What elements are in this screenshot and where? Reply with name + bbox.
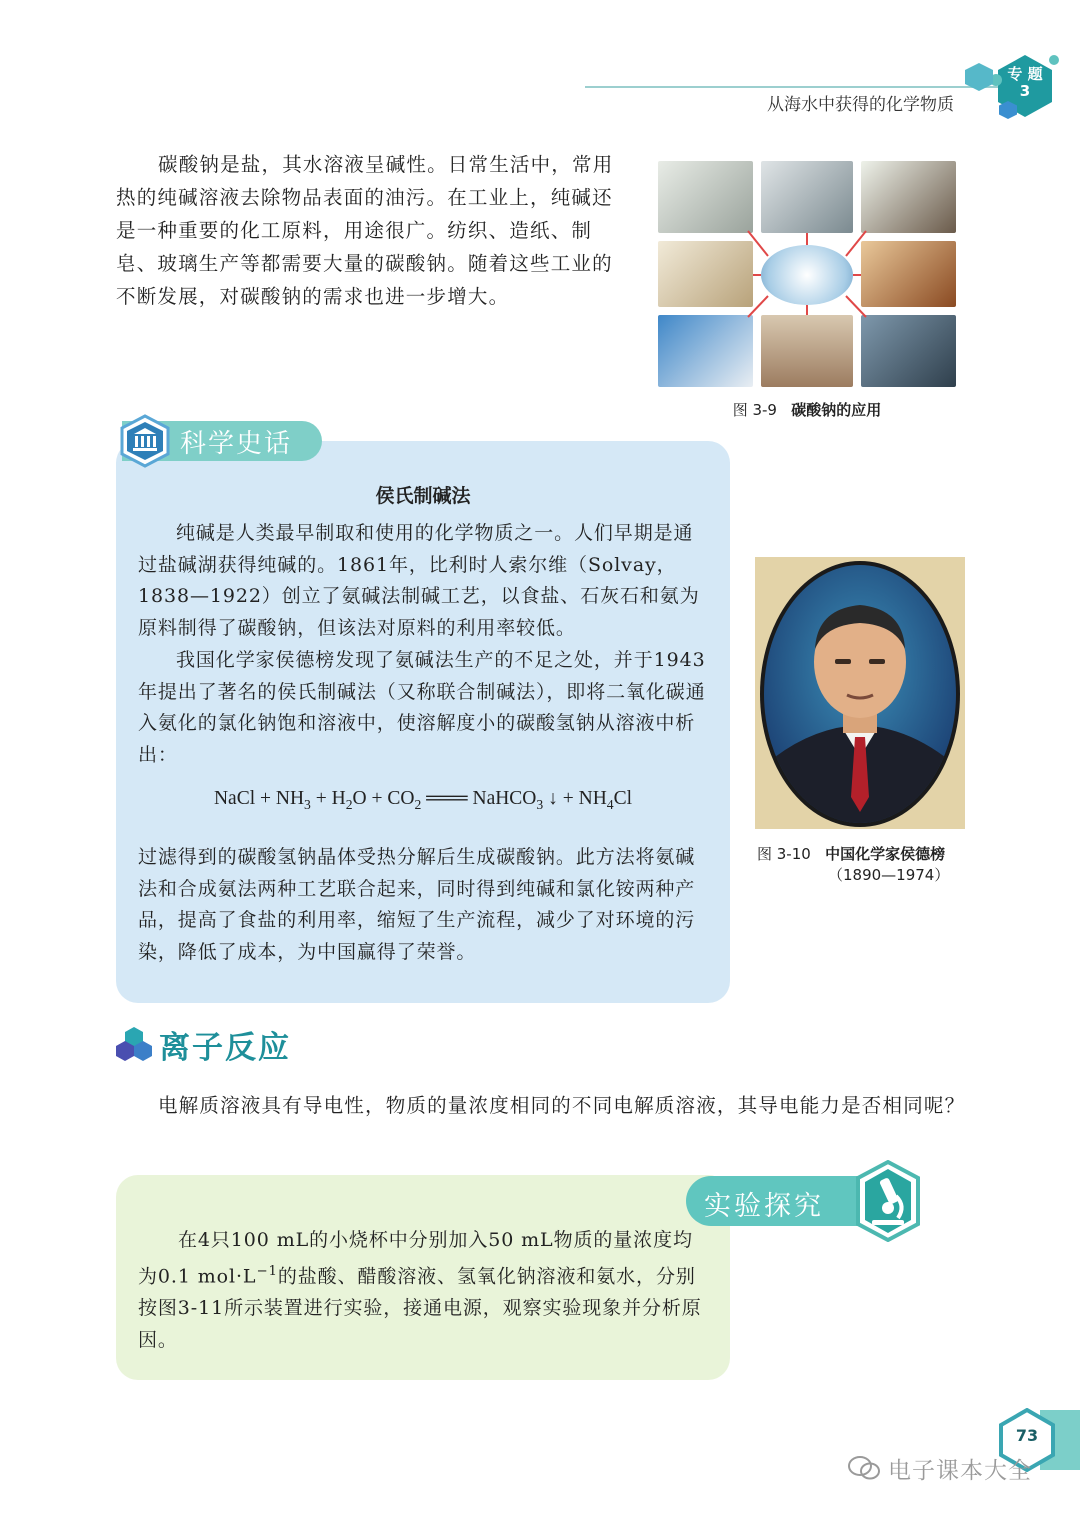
experiment-paragraph: 在4只100 mL的小烧杯中分别加入50 mL物质的量浓度均为0.1 $mol\cdot L^{-1}$的盐酸、醋酸溶液、氢氧化钠溶液和氨水，分别按图3-11所示装置进行实验，接通电源，观察实验现象并分析原因。 [138, 1229, 702, 1352]
ionic-reaction-title: 离子反应 [159, 1030, 291, 1066]
ionic-reaction-paragraph: 电解质溶液具有导电性，物质的量浓度相同的不同电解质溶液，其导电能力是否相同呢？ [158, 1094, 966, 1117]
figure-3-9-caption: 图 3-9 碳酸钠的应用 [732, 401, 882, 419]
chapter-badge: 专 题 3 [1007, 65, 1043, 100]
cubes-icon [116, 1026, 152, 1062]
experiment-label: 实验探究 [704, 1191, 824, 1222]
science-history-paragraph: 我国化学家侯德榜发现了氨碱法生产的不足之处，并于1943年提出了著名的侯氏制碱法（又称联合制碱法），即将二氧化碳通入氨化的氯化钠饱和溶液中，使溶解度小的碳酸氢钠从溶液中析出： [138, 649, 706, 766]
microscope-icon [854, 1160, 922, 1242]
hexagon-icon [998, 100, 1018, 120]
hou-debang-portrait [755, 557, 965, 829]
figure-3-10-years: （1890—1974） [828, 866, 950, 884]
page-number: 73 [1015, 1426, 1039, 1445]
science-history-label: 科学史话 [180, 429, 293, 459]
science-history-paragraph: 过滤得到的碳酸氢钠晶体受热分解后生成碳酸钠。此方法将氨碱法和合成氨法两种工艺联合起来，同时得到纯碱和氯化铵两种产品，提高了食盐的利用率，缩短了生产流程，减少了对环境的污染，降低了成本，为中国赢得了荣誉。 [138, 846, 696, 963]
arrows-icon [658, 161, 956, 387]
figure-3-10-caption: 图 3-10 中国化学家侯德榜 [757, 845, 946, 863]
intro-paragraph: 碳酸钠是盐，其水溶液呈碱性。日常生活中，常用热的纯碱溶液去除物品表面的油污。在工业上，纯碱还是一种重要的化工原料，用途很广。纺织、造纸、制皂、玻璃生产等都需要大量的碳酸钠。随着这些工业的不断发展，对碳酸钠的需求也进一步增大。 [116, 153, 614, 308]
watermark: 电子课本大全 [888, 1458, 1032, 1484]
chemical-equation: NaCl + $NH_3 + H_2O + CO_2$ ═══ NaHCO$_3$ ↓ + $NH_4Cl$ [213, 788, 633, 812]
chapter-title: 从海水中获得的化学物质 [767, 95, 954, 115]
chat-bubble-icon [848, 1455, 880, 1481]
hexagon-icon [963, 62, 995, 92]
sodium-carbonate-uses-figure [658, 161, 956, 387]
science-history-paragraph: 纯碱是人类最早制取和使用的化学物质之一。人们早期是通过盐碱湖获得纯碱的。1861年，比利时人索尔维（Solvay，1838—1922）创立了氨碱法制碱工艺，以食盐、石灰石和氨为原料制得了碳酸钠，但该法对原料的利用率较低。 [138, 522, 700, 639]
header-rule [585, 86, 1025, 88]
science-history-heading: 侯氏制碱法 [375, 485, 471, 507]
museum-icon [118, 414, 172, 468]
portrait-icon [755, 557, 965, 829]
